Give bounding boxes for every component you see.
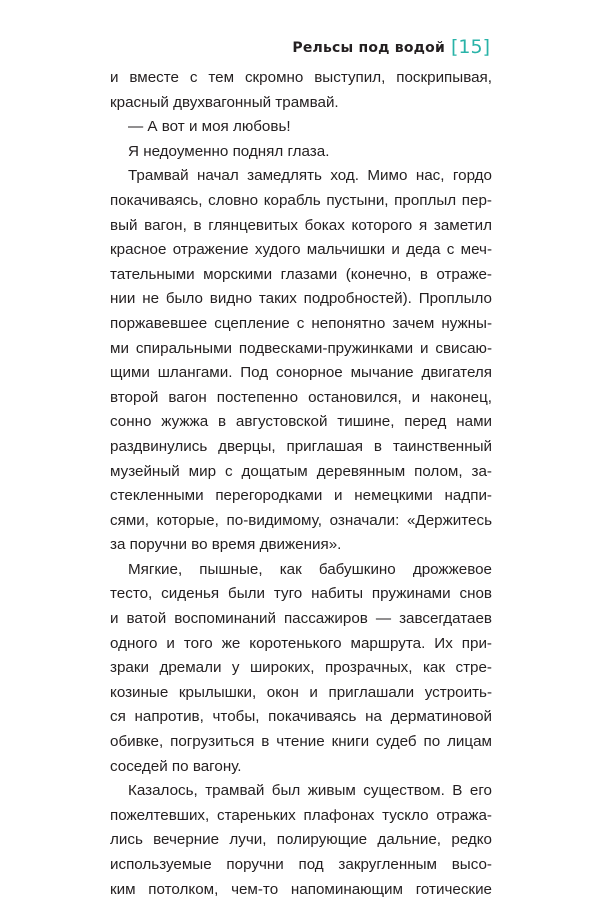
text-line: и ватой воспоминаний пассажиров — завсегдатаев: [110, 610, 492, 628]
text-line: красный двухвагонный трамвай.: [110, 93, 339, 111]
text-line: ми спиральными подвесками-пружинками и свисаю-: [110, 339, 492, 357]
text-line: сонно жужжа в августовской тишине, перед нами: [110, 413, 492, 431]
text-line: поржавевшее сцепление с непонятно зачем нужны-: [110, 314, 492, 332]
text-line: ким потолком, чем-то напоминающим готические: [110, 880, 492, 898]
text-line: зраки дремали у широких, прозрачных, как стре-: [110, 659, 492, 677]
running-head: [292, 38, 490, 57]
running-title: Рельсы под водой: [292, 39, 445, 56]
text-line: одного и того же коротенького маршрута. Их при-: [110, 634, 492, 652]
text-line: щими шлангами. Под сонорное мычание двигателя: [110, 364, 492, 382]
text-line: обивке, погрузиться в чтение книги судеб по лицам: [110, 733, 492, 751]
text-line: лись вечерние лучи, полирующие дальние, редко: [110, 831, 492, 849]
text-line: вый вагон, в глянцевитых боках которого я заметил: [110, 216, 492, 234]
text-line: ся напротив, чтобы, покачиваясь на дерматиновой: [110, 708, 492, 726]
text-line: пожелтевших, стареньких плафонах тускло отража-: [110, 806, 492, 824]
text-line: покачиваясь, словно корабль пустыни, проплыл пер-: [110, 191, 492, 209]
page-number: [15]: [450, 36, 490, 58]
text-line: стекленными перегородками и немецкими надпи-: [110, 487, 492, 505]
text-line: Я недоуменно поднял глаза.: [128, 142, 330, 160]
text-line: Казалось, трамвай был живым существом. В его: [128, 782, 492, 800]
body-text: [110, 66, 492, 902]
text-line: сями, которые, по-видимому, означали: «Держитесь: [110, 511, 492, 529]
text-line: соседей по вагону.: [110, 757, 242, 775]
text-line: раздвинулись дверцы, приглашая в таинственный: [110, 437, 492, 455]
text-line: нии не было видно таких подробностей). Проплыло: [110, 290, 492, 308]
text-line: и вместе с тем скромно выступил, поскрипывая,: [110, 69, 492, 86]
text-line: красное отражение худого мальчишки и деда с меч-: [110, 241, 492, 259]
text-line: второй вагон постепенно остановился, и наконец,: [110, 388, 492, 406]
text-line: тесто, сиденья были туго набиты пружинами снов: [110, 585, 492, 603]
text-line: музейный мир с дощатым деревянным полом, за-: [110, 462, 492, 480]
text-line: тательными морскими глазами (конечно, в отраже-: [110, 265, 492, 283]
text-line: Мягкие, пышные, как бабушкино дрожжевое: [128, 560, 492, 578]
text-line: козиные крылышки, окон и приглашали устроить-: [110, 683, 492, 701]
text-line: используемые поручни под закругленным высо-: [110, 856, 492, 873]
text-line: Трамвай начал замедлять ход. Мимо нас, гордо: [128, 167, 492, 185]
text-line: за поручни во время движения».: [110, 536, 342, 554]
text-line: — А вот и моя любовь!: [128, 118, 291, 136]
